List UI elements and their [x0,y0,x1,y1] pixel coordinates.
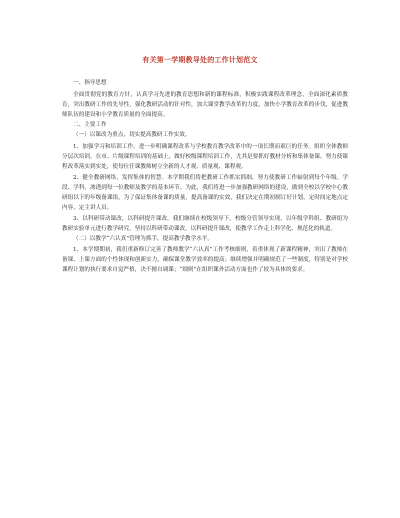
section-heading-main-work: 二、主要工作 [73,121,107,128]
paragraph-research-reform: 3、以科研带动课改，以科研提升课改。我们继续在校级领导下，校级分管领导实现，以年级学科组、教研组为教研实验单元进行教学研究，坚持以科研带动课改，以科研提升课改，使教学工作走上科学化、规范化的轨道。 [62,215,348,232]
document-body [62,79,348,276]
subheading-curriculum-reform: （一）以课改为重点，切实提高教研工作实效。 [73,132,191,139]
paragraph-six-serious-rules: 1、本学期期初，我们重新修订完善了教师教学“六认真”工作考核细则，着重体现了新课程精神，突出了教师在备课、上课方面的个性体现和创新实力，确保课堂教学效率的提高；继续增强并明确规范了一些制度，特别是对学校课程计划的执行要求自觉严格，决不擅自调课；“细则”在组织课外活动方面也作了较为具体的要求。 [62,247,348,274]
section-heading-guiding-thought: 一、指导思想 [73,80,107,86]
paragraph-training: 1、加强学习和培训工作。进一步明确课程改革与学校教育教学改革中的一项长期而艰巨的任务。组织全体教师分层次培训，在市、片级课程培训的基础上，做好校级课程培训工作，尤其是要抓好教材分析和集体备课，努力使课程改革落实到实处，使每位任课教师树立全新的人才观、质量观、课程观。 [62,143,348,170]
paragraph-research-network: 2、健全教研网络，发挥集体的智慧。本学期我们将把教研工作抓实抓细，努力使教研工作辐射到每个年级、学段、学科，渗透到每一位教师及教学的基本环节。为此，我们将进一步加强教研网络的建设，做到全校以学校中心教研组以下的年级备课组，为了保证集体备课的质量，提高备课的实效，我们决定在期初制订好计划，定时间定地点定内容，定主讲人员。 [62,174,348,211]
subheading-six-serious: （二）以教学“六认真”管理为抓手，提高教学教学水平。 [73,235,213,242]
paragraph-guiding-thought: 全面贯彻党的教育方针，认真学习先进的教育思想和新的课程标准，积极实践课程改革理念，全面深化素质教育，突出教研工作的先导性，强化教研活动的针对性，加大课堂教学改革的力度，加快小学教育改革的步伐，促进教师队伍的建设和小学教育质量的全面提高。 [62,91,348,118]
document-title: 有关第一学期教导处的工作计划范文 [142,55,258,64]
